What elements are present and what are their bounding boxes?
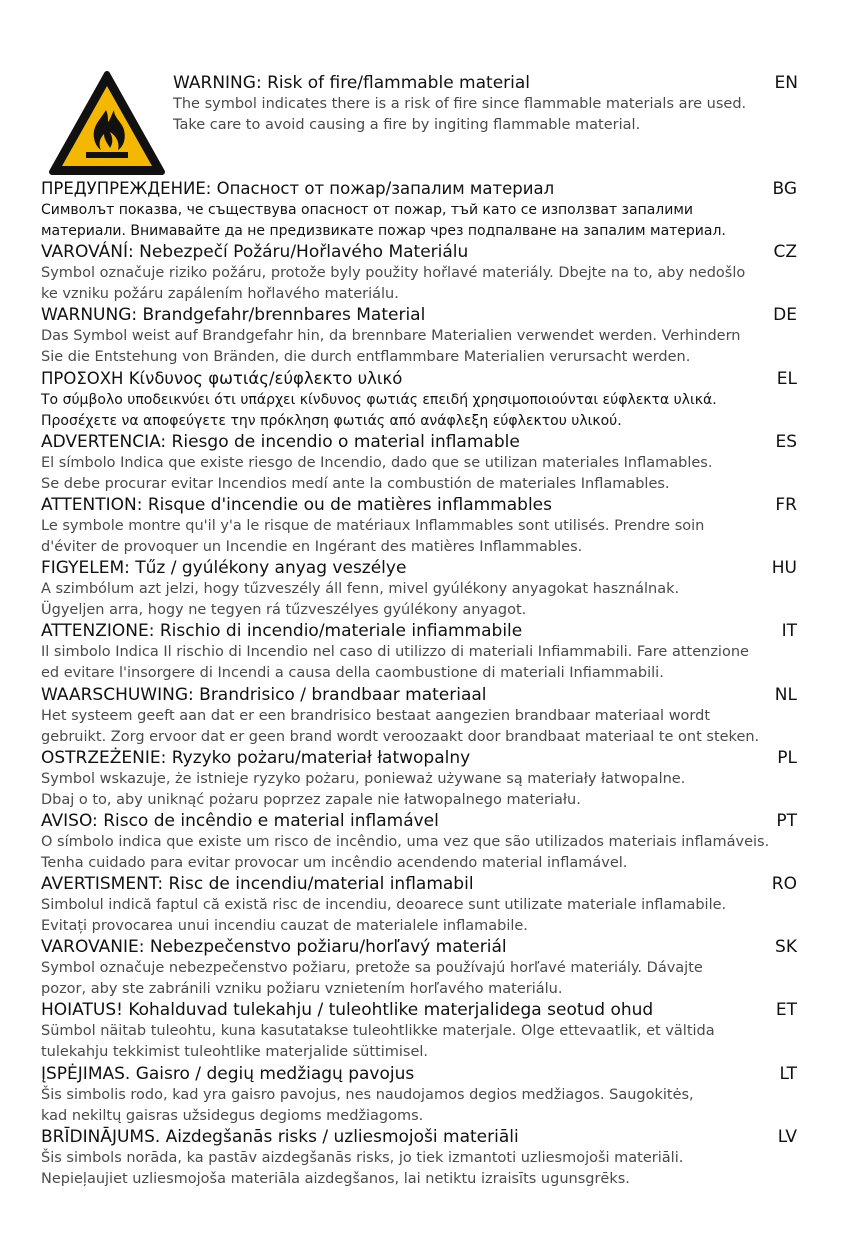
language-code: SK: [775, 937, 797, 958]
section-line: gebruikt. Zorg ervoor dat er geen brand wordt veroozaakt door brandbaat materiaal te ont steken.: [41, 728, 760, 745]
language-sections: [41, 178, 797, 1189]
section-pl: [41, 747, 797, 810]
section-title: FIGYELEM: Tűz / gyúlékony anyag veszélye: [41, 558, 407, 579]
section-line: d'éviter de provoquer un Incendie en Ingérant des matières Inflammables.: [41, 538, 583, 555]
language-code: ET: [775, 1000, 797, 1021]
language-code: FR: [775, 494, 797, 515]
section-line: Het systeem geeft aan dat er een brandrisico bestaat aangezien brandbaar materiaal wordt: [41, 707, 711, 724]
language-code: DE: [773, 305, 797, 326]
section-line: pozor, aby ste zabránili vzniku požiaru vznietením horľavého materiálu.: [41, 981, 563, 998]
section-nl: [41, 684, 797, 747]
section-line: Tenha cuidado para evitar provocar um incêndio acendendo material inflamável.: [41, 854, 628, 871]
section-title: ΠΡΟΣΟΧΗ Κίνδυνος φωτιάς/εύφλεκτο υλικό: [41, 368, 403, 388]
intro-line: The symbol indicates there is a risk of fire since flammable materials are used.: [173, 96, 747, 112]
language-code: CZ: [773, 242, 797, 263]
section-title: WAARSCHUWING: Brandrisico / brandbaar materiaal: [41, 684, 487, 705]
section-fr: [41, 494, 797, 557]
language-code: PL: [777, 747, 797, 768]
section-line: El símbolo Indica que existe riesgo de Incendio, dado que se utilizan materiales Inflamables.: [41, 454, 713, 471]
section-et: [41, 999, 797, 1062]
section-line: Se debe procurar evitar Incendios medí ante la combustión de materiales Inflamables.: [41, 475, 670, 492]
section-lv: [41, 1126, 797, 1189]
section-line: Das Symbol weist auf Brandgefahr hin, da brennbare Materialien verwendet werden. Verhindern: [41, 328, 741, 345]
section-line: Šis simbolis rodo, kad yra gaisro pavojus, nes naudojamos degios medžiagos. Saugokitės,: [41, 1086, 694, 1103]
intro-section: [173, 72, 798, 136]
language-code: LT: [779, 1063, 797, 1084]
section-de: [41, 304, 797, 367]
section-es: [41, 431, 797, 494]
flammable-warning-icon: [48, 70, 166, 176]
section-line: Il simbolo Indica Il rischio di Incendio nel caso di utilizzo di materiali Infiammabili. Fare attenzione: [41, 644, 749, 661]
section-line: Symbol wskazuje, że istnieje ryzyko pożaru, ponieważ używane są materiały łatwopalne.: [41, 770, 686, 787]
section-line: Sie die Entstehung von Bränden, die durch entflammbare Materialien verursacht werden.: [41, 349, 691, 366]
section-lt: [41, 1063, 797, 1126]
section-title: VAROVANIE: Nebezpečenstvo požiaru/horľavý materiál: [41, 937, 507, 958]
language-code: PT: [776, 810, 797, 831]
section-line: Symbol označuje nebezpečenstvo požiaru, pretože sa používajú horľavé materiály. Dávajte: [41, 960, 703, 977]
language-code: ES: [775, 431, 797, 452]
section-line: Evitați provocarea unui incendiu cauzat de materialele inflamabile.: [41, 918, 528, 935]
section-line: Nepieļaujiet uzliesmojoša materiāla aizdegšanos, lai netiktu izraisīts ugunsgrēks.: [41, 1170, 630, 1187]
section-line: ed evitare l'insorgere di Incendi a causa della caombustione di materiali Infiammabili.: [41, 665, 664, 682]
section-el: [41, 368, 797, 431]
section-line: Simbolul indică faptul că există risc de incendiu, deoarece sunt utilizate materiale inflamabile.: [41, 897, 727, 914]
section-line: Symbol označuje riziko požáru, protože byly použity hořlavé materiály. Dbejte na to, aby nedošlo: [41, 265, 746, 282]
section-cz: [41, 241, 797, 304]
section-line: Dbaj o to, aby uniknąć pożaru poprzez zapale nie łatwopalnego materiału.: [41, 791, 581, 808]
section-line: kad nekiltų gaisras užsidegus degioms medžiagoms.: [41, 1107, 424, 1124]
section-title: WARNUNG: Brandgefahr/brennbares Material: [41, 305, 426, 326]
section-title: BRĪDINĀJUMS. Aizdegšanās risks / uzliesmojoši materiāli: [41, 1126, 519, 1147]
section-line: Символът показва, че съществува опасност от пожар, тъй като се използват запалими: [41, 202, 694, 218]
section-line: материали. Внимавайте да не предизвикате пожар чрез подпалване на запалим материал.: [41, 223, 726, 239]
language-code: RO: [771, 874, 797, 895]
section-title: AVISO: Risco de incêndio e material inflamável: [41, 810, 439, 831]
section-ro: [41, 873, 797, 936]
section-pt: [41, 810, 797, 873]
language-code: HU: [771, 558, 797, 579]
section-line: Ügyeljen arra, hogy ne tegyen rá tűzveszélyes gyúlékony anyagot.: [41, 602, 527, 619]
section-title: ATTENTION: Risque d'incendie ou de matières inflammables: [41, 494, 552, 515]
language-code: IT: [781, 621, 797, 642]
section-title: AVERTISMENT: Risc de incendiu/material inflamabil: [41, 874, 474, 895]
section-line: Sümbol näitab tuleohtu, kuna kasutatakse tuleohtlikke materjale. Olge ettevaatlik, et vältida: [41, 1023, 715, 1040]
section-line: ke vzniku požáru zapálením hořlavého materiálu.: [41, 286, 399, 303]
section-hu: [41, 557, 797, 620]
section-line: Šis simbols norāda, ka pastāv aizdegšanās risks, jo tiek izmantoti uzliesmojoši materiāli.: [41, 1149, 684, 1166]
section-title: ATTENZIONE: Rischio di incendio/materiale infiammabile: [41, 621, 523, 642]
section-line: A szimbólum azt jelzi, hogy tűzveszély áll fenn, mivel gyúlékony anyagokat használnak.: [41, 581, 680, 598]
section-sk: [41, 936, 797, 999]
section-line: Le symbole montre qu'il y'a le risque de matériaux Inflammables sont utilisés. Prendre soin: [41, 517, 705, 534]
intro-line: Take care to avoid causing a fire by ingiting flammable material.: [173, 117, 641, 133]
language-code: LV: [777, 1126, 797, 1147]
section-title: ADVERTENCIA: Riesgo de incendio o material inflamable: [41, 431, 520, 452]
section-title: ПРЕДУПРЕЖДЕНИЕ: Опасност от пожар/запалим материал: [41, 179, 555, 198]
section-line: O símbolo indica que existe um risco de incêndio, uma vez que são utilizados materiais inflamáveis.: [41, 833, 770, 850]
section-title: OSTRZEŻENIE: Ryzyko pożaru/materiał łatwopalny: [41, 747, 471, 768]
intro-title: WARNING: Risk of fire/flammable material: [173, 73, 531, 93]
section-title: ĮSPĖJIMAS. Gaisro / degių medžiagų pavojus: [41, 1063, 415, 1084]
section-line: tulekahju tekkimist tuleohtlike materjalide süttimisel.: [41, 1044, 429, 1061]
intro-language-code: EN: [774, 73, 798, 93]
language-code: BG: [772, 179, 797, 199]
section-line: Προσέχετε να αποφεύγετε την πρόκληση φωτιάς από ανάφλεξη εύφλεκτου υλικού.: [41, 412, 622, 429]
section-title: VAROVÁNÍ: Nebezpečí Požáru/Hořlavého Materiálu: [41, 242, 469, 263]
section-line: Το σύμβολο υποδεικνύει ότι υπάρχει κίνδυνος φωτιάς επειδή χρησιμοποιούνται εύφλεκτα υλικά.: [41, 391, 717, 408]
language-code: EL: [776, 368, 797, 389]
section-title: HOIATUS! Kohalduvad tulekahju / tuleohtlike materjalidega seotud ohud: [41, 1000, 654, 1021]
language-code: NL: [774, 684, 797, 705]
section-it: [41, 620, 797, 683]
section-bg: [41, 178, 797, 241]
